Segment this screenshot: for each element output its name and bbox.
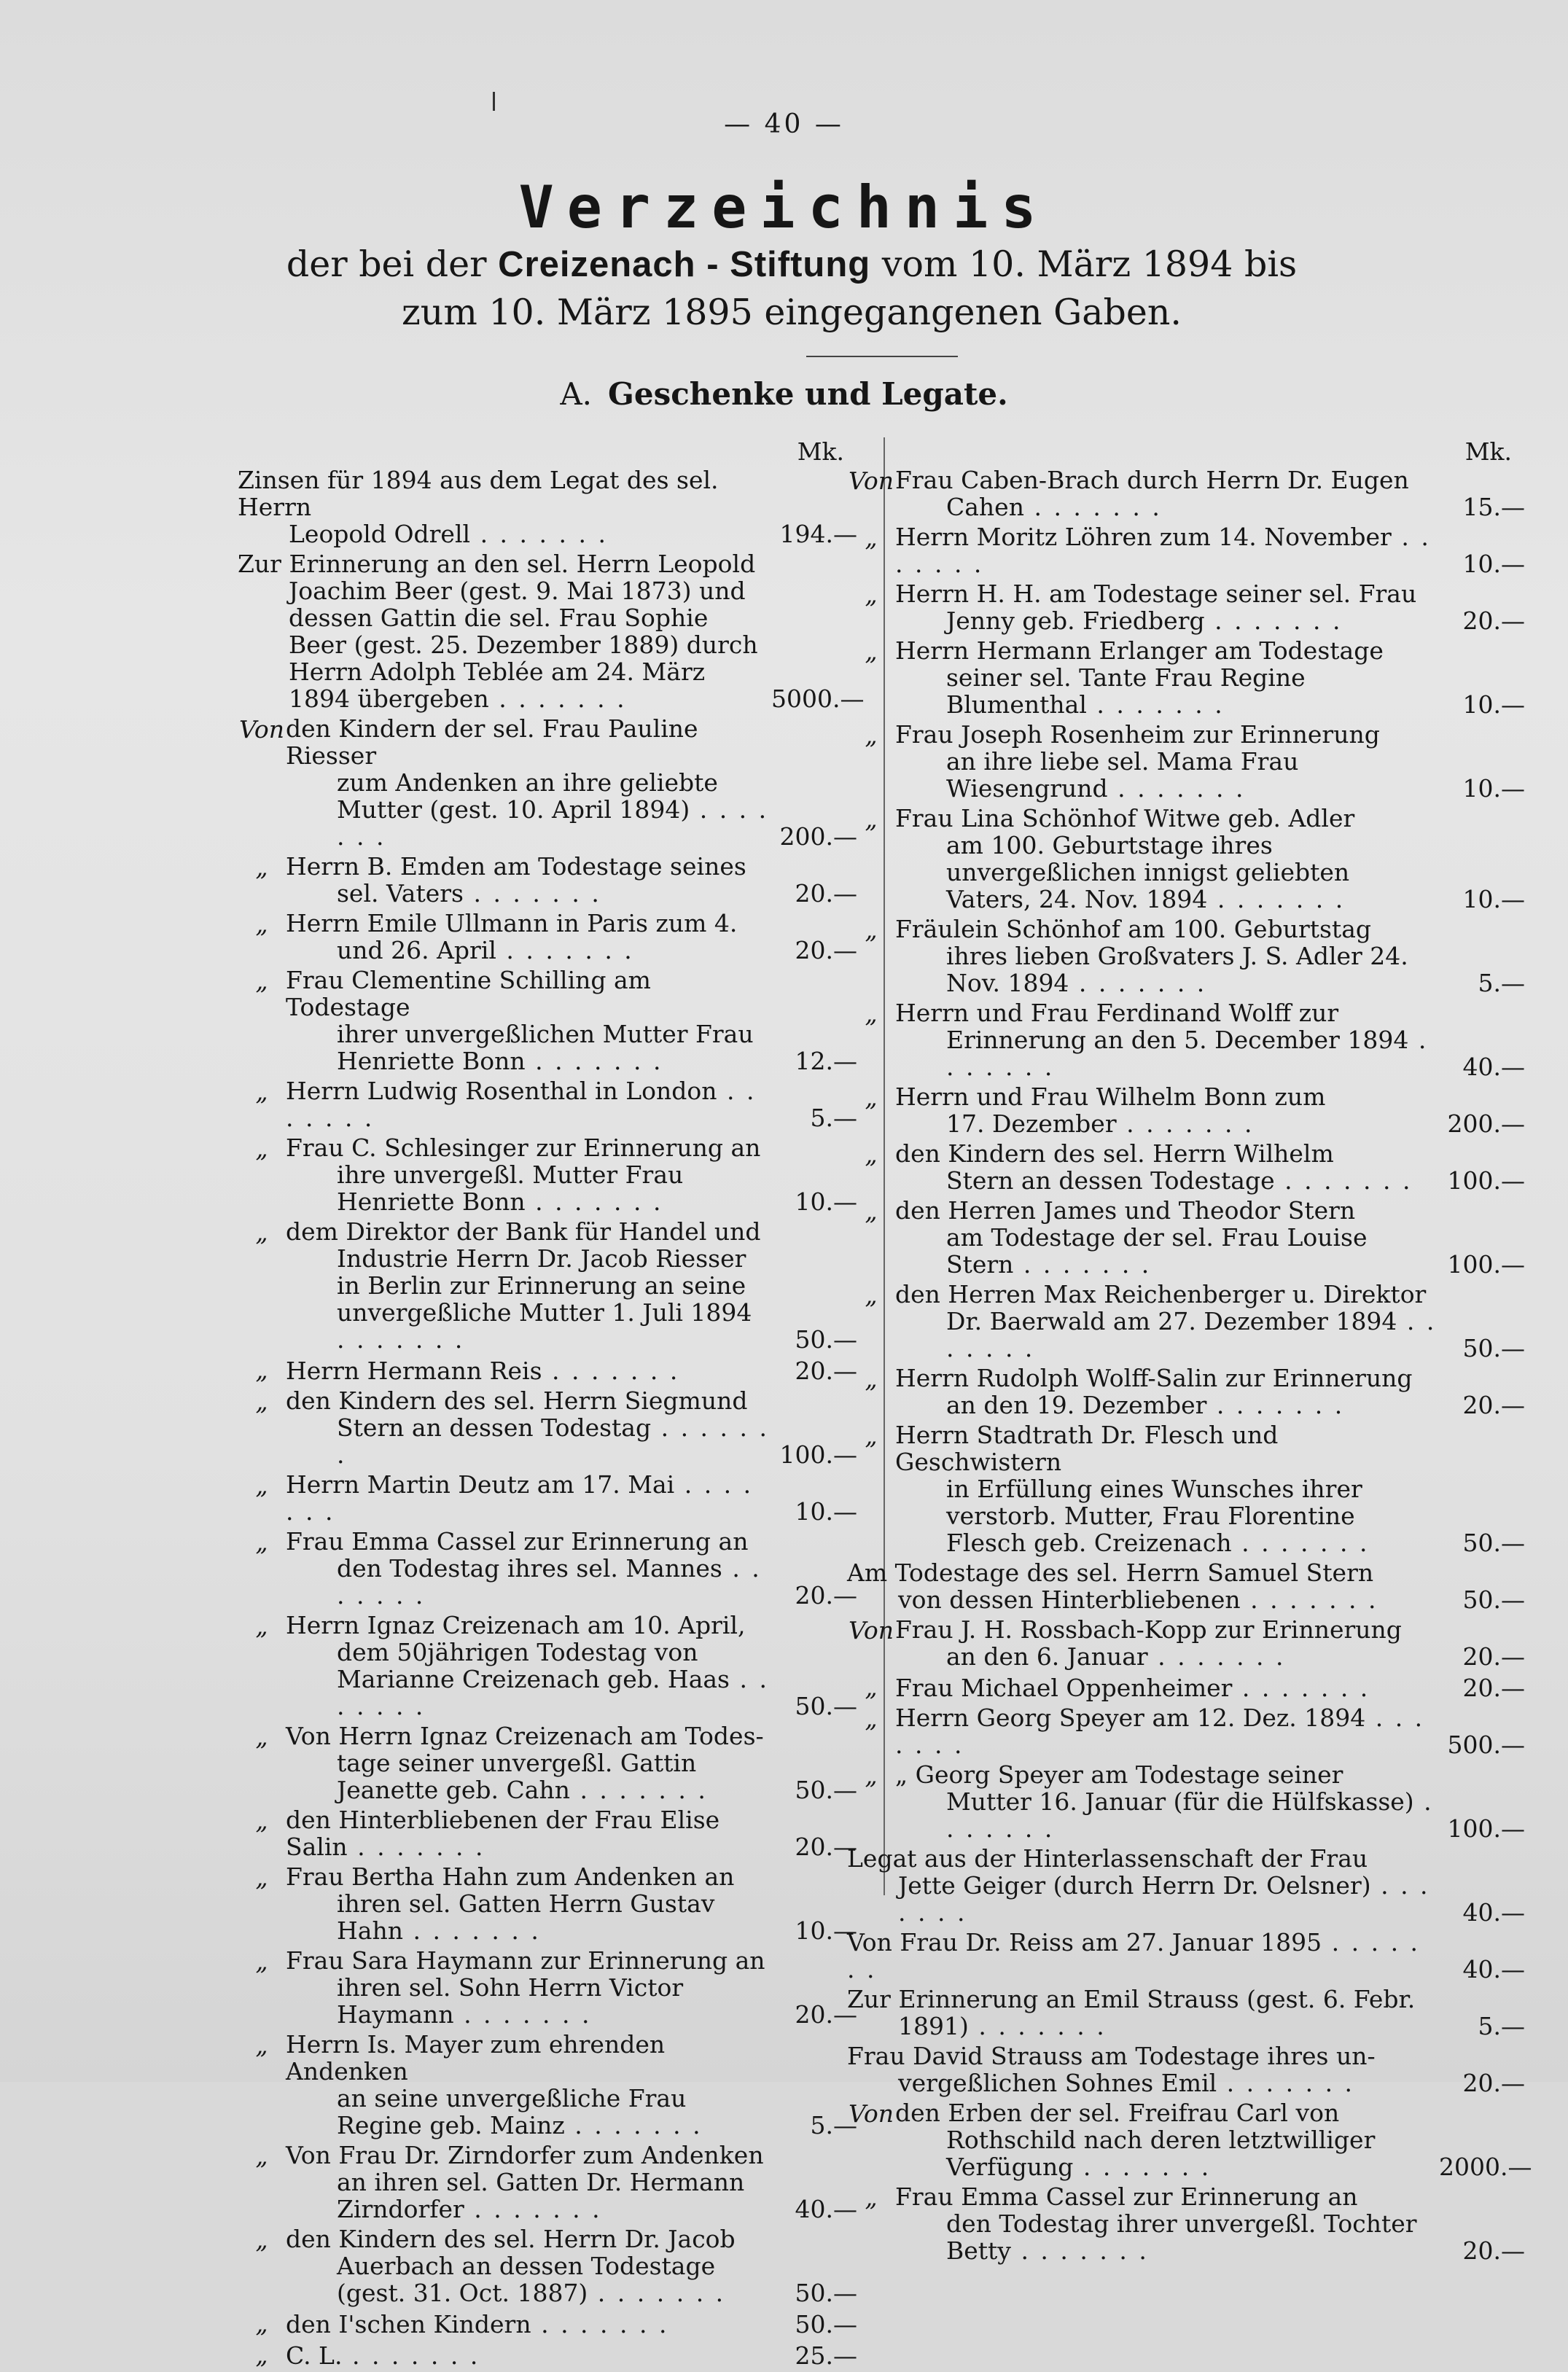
- section-prefix: A.: [560, 376, 592, 412]
- entry-amount: 40.—: [1462, 1053, 1525, 1081]
- entry-continuation: seiner sel. Tante Frau Regine Blumenthal . . .: [895, 664, 1439, 718]
- entry-first-line: den Herren James und Theodor Stern: [895, 1196, 1356, 1225]
- donation-entry: [847, 1421, 1525, 1556]
- entry-continuation: ihre unvergeßl. Mutter Frau Henriette Bonn . . .: [286, 1161, 771, 1215]
- entry-text: [895, 999, 1439, 1080]
- entry-first-line: Frau Bertha Hahn zum Andenken an: [286, 1862, 735, 1891]
- entry-first-line: den Erben der sel. Freifrau Carl von: [895, 2099, 1340, 2127]
- entry-amount: 40.—: [795, 2195, 857, 2223]
- entry-first-line: Herrn H. H. am Todestage seiner sel. Frau: [895, 580, 1417, 608]
- entry-lead: „: [255, 1863, 268, 1892]
- entry-text: [286, 1471, 771, 1525]
- entry-amount: 500.—: [1447, 1731, 1525, 1759]
- entry-lead: „: [865, 1365, 878, 1393]
- section-title: Geschenke und Legate.: [608, 376, 1008, 412]
- entry-lead: „: [255, 1947, 268, 1975]
- entry-first-line: den Hinterbliebenen der Frau Elise Salin . . .: [286, 1806, 719, 1861]
- entry-first-line: Herrn Hermann Reis . . .: [286, 1357, 679, 1385]
- entry-continuation: Leopold Odrell . . .: [238, 520, 771, 547]
- entry-amount: 20.—: [795, 2000, 857, 2029]
- entry-text: [895, 1761, 1439, 1842]
- entry-text: [895, 1704, 1439, 1758]
- entry-amount: 10.—: [1462, 550, 1525, 578]
- entry-amount: 40.—: [1462, 1955, 1525, 1983]
- entry-text: [895, 467, 1439, 520]
- entry-amount: 50.—: [1462, 1334, 1525, 1362]
- right-column: [847, 437, 1532, 2267]
- donation-entry: [847, 1197, 1525, 1278]
- entry-text: [286, 967, 771, 1074]
- entry-amount: 20.—: [795, 1581, 857, 1610]
- entry-amount: 20.—: [1462, 606, 1525, 635]
- entry-continuation: Stern an dessen Todestag . . .: [286, 1414, 771, 1468]
- entry-first-line: Frau Joseph Rosenheim zur Erinnerung: [895, 720, 1380, 749]
- entry-first-line: dem Direktor der Bank für Handel und: [286, 1217, 761, 1246]
- entry-first-line: Herrn Ignaz Creizenach am 10. April,: [286, 1611, 746, 1639]
- page-number: — 40 —: [724, 109, 844, 139]
- entry-text: [895, 721, 1439, 802]
- entry-first-line: Frau Michael Oppenheimer . . .: [895, 1674, 1370, 1702]
- entry-text: [286, 1612, 771, 1720]
- entry-continuation: ihres lieben Großvaters J. S. Adler 24. Nov. 1894 . . .: [895, 943, 1439, 996]
- entry-continuation: von dessen Hinterbliebenen . . .: [847, 1586, 1439, 1613]
- section-heading: [0, 376, 1568, 412]
- entry-amount: 50.—: [795, 1325, 857, 1354]
- entry-text: [286, 1077, 771, 1131]
- entry-amount: 100.—: [779, 1440, 857, 1469]
- entry-first-line: „ Georg Speyer am Todestage seiner: [895, 1760, 1343, 1789]
- entry-first-line: Zur Erinnerung an den sel. Herrn Leopold: [238, 550, 756, 578]
- entry-first-line: Von Herrn Ignaz Creizenach am Todes-: [286, 1722, 764, 1750]
- entry-lead: „: [255, 910, 268, 938]
- donation-entry: [847, 1281, 1525, 1362]
- entry-first-line: Herrn Hermann Erlanger am Todestage: [895, 636, 1384, 665]
- entry-first-line: C. L. . . .: [286, 2341, 480, 2370]
- entry-lead: „: [255, 1134, 268, 1163]
- entry-text: [895, 580, 1439, 634]
- entry-lead: „: [865, 2183, 878, 2212]
- donation-entry: [847, 580, 1525, 634]
- entry-text: [286, 1806, 771, 1860]
- entry-first-line: Legat aus der Hinterlassenschaft der Frau: [847, 1844, 1368, 1873]
- entry-amount: 20.—: [795, 879, 857, 908]
- entry-first-line: Frau Emma Cassel zur Erinnerung an: [286, 1527, 749, 1556]
- entry-text: [286, 853, 771, 907]
- entry-continuation: Auerbach an dessen Todestage (gest. 31. Oct. 1887) . . .: [286, 2252, 771, 2306]
- entry-lead: „: [255, 1218, 268, 1247]
- donation-entry: [238, 1387, 857, 1468]
- entry-lead: „: [865, 637, 878, 666]
- document-subtitle: [252, 241, 1331, 337]
- entry-text: [286, 715, 771, 850]
- entry-lead: „: [865, 523, 878, 552]
- title-divider: [806, 356, 958, 357]
- entry-amount: 20.—: [1462, 1674, 1525, 1702]
- entry-first-line: Von Frau Dr. Zirndorfer zum Andenken: [286, 2141, 764, 2169]
- subtitle-part2: vom 10. März 1894 bis zum 10. März 1895 eingegangenen Gaben.: [401, 243, 1298, 333]
- entry-lead: „: [865, 916, 878, 944]
- entry-first-line: Frau Sara Haymann zur Erinnerung an: [286, 1946, 765, 1975]
- document-title: Verzeichnis: [518, 173, 1050, 241]
- entry-first-line: Frau Caben-Brach durch Herrn Dr. Eugen: [895, 466, 1409, 494]
- entry-continuation: zum Andenken an ihre geliebte Mutter (gest. 10. April 1894) . . .: [286, 769, 771, 850]
- entry-first-line: den Kindern des sel. Herrn Wilhelm: [895, 1139, 1334, 1168]
- entry-amount: 10.—: [795, 1916, 857, 1945]
- entry-text: [238, 550, 771, 712]
- entry-continuation: Industrie Herrn Dr. Jacob Riesser in Berlin zur Erinnerung an seine unvergeßliche Mutter 1. Juli 1894 . . .: [286, 1245, 771, 1353]
- entry-continuation: am 100. Geburtstage ihres unvergeßlichen innigst geliebten Vaters, 24. Nov. 1894 . . .: [895, 832, 1439, 913]
- entry-continuation: 17. Dezember . . .: [895, 1110, 1439, 1137]
- entry-lead: „: [255, 2341, 268, 2369]
- entry-text: [895, 1140, 1439, 1194]
- entry-lead: „: [865, 580, 878, 609]
- donation-entry: [238, 2142, 857, 2223]
- entry-continuation: Erinnerung an den 5. December 1894 . . .: [895, 1026, 1439, 1080]
- currency-header-right: Mk.: [1464, 437, 1512, 466]
- entry-continuation: Jette Geiger (durch Herrn Dr. Oelsner) . . .: [847, 1872, 1439, 1926]
- donation-entry: [847, 1083, 1525, 1137]
- entry-amount: 50.—: [795, 1776, 857, 1804]
- donation-entry: [847, 1704, 1525, 1758]
- donation-entry: [847, 1986, 1525, 2040]
- entry-lead: „: [865, 1673, 878, 1701]
- entry-amount: 5.—: [810, 1104, 857, 1132]
- entry-text: [895, 1421, 1439, 1556]
- entry-first-line: Frau J. H. Rossbach-Kopp zur Erinnerung: [895, 1615, 1402, 1644]
- entry-lead: „: [865, 721, 878, 749]
- entry-text: [895, 2099, 1439, 2180]
- donation-entry: [847, 467, 1525, 520]
- entry-continuation: den Todestag ihrer unvergeßl. Tochter Betty . . .: [895, 2210, 1439, 2264]
- entry-text: [895, 637, 1439, 718]
- entry-text: [895, 1197, 1439, 1278]
- entry-amount: 50.—: [795, 1692, 857, 1720]
- entry-lead: „: [255, 967, 268, 995]
- entry-amount: 50.—: [1462, 1585, 1525, 1614]
- donation-entry: [847, 721, 1525, 802]
- entry-first-line: Frau Lina Schönhof Witwe geb. Adler: [895, 804, 1355, 832]
- entry-continuation: ihren sel. Gatten Herrn Gustav Hahn . . .: [286, 1890, 771, 1944]
- entry-continuation: an den 19. Dezember . . .: [895, 1392, 1439, 1419]
- entry-lead: Von: [849, 467, 894, 495]
- donation-entry: [238, 1723, 857, 1803]
- entry-continuation: an seine unvergeßliche Frau Regine geb. Mainz . . .: [286, 2085, 771, 2139]
- entry-lead: „: [255, 1723, 268, 1751]
- entry-continuation: ihrer unvergeßlichen Mutter Frau Henriette Bonn . . .: [286, 1021, 771, 1074]
- donation-entry: [847, 2183, 1525, 2264]
- entry-continuation: dem 50jährigen Todestag von Marianne Creizenach geb. Haas . . .: [286, 1639, 771, 1720]
- donation-entry: [847, 916, 1525, 996]
- entry-text: [286, 910, 771, 964]
- entry-lead: „: [865, 1083, 878, 1112]
- subtitle-part1: der bei der: [286, 243, 487, 285]
- entry-first-line: Herrn Martin Deutz am 17. Mai . . .: [286, 1470, 753, 1526]
- entry-text: [286, 2142, 771, 2223]
- entry-first-line: Von Frau Dr. Reiss am 27. Januar 1895 . . .: [847, 1928, 1420, 1983]
- entry-text: [847, 1929, 1439, 1983]
- entry-first-line: Herrn Rudolph Wolff-Salin zur Erinnerung: [895, 1364, 1413, 1392]
- donation-entry: [847, 1140, 1525, 1194]
- entry-amount: 10.—: [795, 1187, 857, 1216]
- entry-lead: „: [255, 1528, 268, 1556]
- entry-amount: 100.—: [1447, 1250, 1525, 1279]
- entry-amount: 40.—: [1462, 1898, 1525, 1927]
- donation-entry: [847, 637, 1525, 718]
- donation-entry: [847, 805, 1525, 913]
- donation-entry: [847, 2043, 1525, 2096]
- entry-lead: „: [865, 1704, 878, 1733]
- entry-first-line: Herrn B. Emden am Todestage seines: [286, 852, 746, 881]
- entry-text: [286, 2311, 771, 2338]
- entry-lead: „: [255, 2225, 268, 2254]
- entry-text: [847, 2043, 1439, 2096]
- donation-entry: [238, 1806, 857, 1860]
- entry-amount: 50.—: [1462, 1529, 1525, 1557]
- donation-entry: [238, 467, 857, 547]
- entry-text: [238, 467, 771, 547]
- margin-mark: [493, 92, 495, 111]
- donation-entry: [847, 1845, 1525, 1926]
- entry-continuation: ihren sel. Sohn Herrn Victor Haymann . . .: [286, 1974, 771, 2028]
- entry-lead: „: [865, 1197, 878, 1225]
- entry-first-line: Zinsen für 1894 aus dem Legat des sel. Herrn: [238, 466, 719, 521]
- entry-amount: 100.—: [1447, 1166, 1525, 1195]
- entry-continuation: in Erfüllung eines Wunsches ihrer verstorb. Mutter, Frau Florentine Flesch geb. Creizenach . . .: [895, 1475, 1439, 1556]
- entry-amount: 10.—: [1462, 774, 1525, 803]
- entry-continuation: sel. Vaters . . .: [286, 880, 771, 907]
- entry-text: [286, 1528, 771, 1609]
- currency-header-left: Mk.: [797, 437, 844, 466]
- entry-amount: 100.—: [1447, 1814, 1525, 1843]
- entry-amount: 12.—: [795, 1047, 857, 1075]
- entry-lead: „: [255, 2142, 268, 2170]
- donation-entry: [238, 2225, 857, 2306]
- entry-continuation: 1891) . . .: [847, 2013, 1439, 2040]
- entry-amount: 2000.—: [1439, 2153, 1532, 2181]
- entry-lead: „: [255, 1387, 268, 1416]
- entry-lead: „: [865, 1761, 878, 1790]
- entry-text: [286, 1863, 771, 1944]
- entry-amount: 200.—: [779, 822, 857, 851]
- foundation-name: Creizenach - Stiftung: [498, 245, 871, 284]
- donation-entry: [847, 1929, 1525, 1983]
- entry-text: [847, 1845, 1439, 1926]
- donation-entry: [238, 1134, 857, 1215]
- entry-lead: „: [865, 1421, 878, 1450]
- entry-continuation: Stern an dessen Todestage . . .: [895, 1167, 1439, 1194]
- entry-text: [286, 2225, 771, 2306]
- entry-text: [286, 1387, 771, 1468]
- entry-continuation: vergeßlichen Sohnes Emil . . .: [847, 2069, 1439, 2096]
- entry-text: [286, 1723, 771, 1803]
- entry-first-line: den Kindern des sel. Herrn Dr. Jacob: [286, 2225, 736, 2253]
- entry-first-line: Frau Emma Cassel zur Erinnerung an: [895, 2182, 1358, 2211]
- entry-first-line: Frau David Strauss am Todestage ihres un-: [847, 2042, 1376, 2070]
- entry-text: [895, 1616, 1439, 1670]
- entry-amount: 20.—: [1462, 2069, 1525, 2097]
- donation-entry: [238, 2341, 857, 2369]
- donation-entry: [238, 1863, 857, 1944]
- donation-entry: [238, 1218, 857, 1353]
- entry-lead: „: [865, 1281, 878, 1309]
- donation-entry: [238, 1528, 857, 1609]
- entry-continuation: Dr. Baerwald am 27. Dezember 1894 . . .: [895, 1308, 1439, 1362]
- entry-first-line: Herrn Moritz Löhren zum 14. November . . .: [895, 523, 1431, 578]
- entry-lead: Von: [239, 715, 284, 744]
- entry-text: [895, 1365, 1439, 1419]
- entry-lead: „: [255, 1471, 268, 1499]
- donation-entry: [847, 2099, 1532, 2181]
- entry-first-line: Herrn Stadtrath Dr. Flesch und Geschwistern: [895, 1421, 1279, 1476]
- entry-first-line: Fräulein Schönhof am 100. Geburtstag: [895, 915, 1371, 943]
- entry-first-line: den I'schen Kindern . . .: [286, 2310, 668, 2338]
- donation-entry: [238, 1612, 857, 1720]
- entry-continuation: Mutter 16. Januar (für die Hülfskasse) . . .: [895, 1788, 1439, 1842]
- donation-entry: [238, 2309, 857, 2338]
- entry-continuation: tage seiner unvergeßl. Gattin Jeanette geb. Cahn . . .: [286, 1749, 771, 1803]
- donation-entry: [847, 1365, 1525, 1419]
- entry-continuation: an ihren sel. Gatten Dr. Hermann Zirndorfer . . .: [286, 2169, 771, 2223]
- entry-amount: 200.—: [1447, 1109, 1525, 1138]
- entry-continuation: an ihre liebe sel. Mama Frau Wiesengrund . . .: [895, 748, 1439, 802]
- entry-lead: „: [255, 853, 268, 881]
- entry-amount: 20.—: [1462, 1391, 1525, 1419]
- entry-lead: Von: [849, 1616, 894, 1645]
- entry-first-line: den Kindern der sel. Frau Pauline Riesser: [286, 714, 698, 770]
- entry-lead: „: [865, 999, 878, 1028]
- donation-entry: [847, 1673, 1525, 1701]
- entry-text: [895, 916, 1439, 996]
- entry-first-line: Am Todestage des sel. Herrn Samuel Stern: [847, 1558, 1374, 1587]
- entry-amount: 10.—: [1462, 690, 1525, 719]
- entry-lead: „: [255, 2031, 268, 2059]
- entry-text: [895, 805, 1439, 913]
- entry-continuation: Jenny geb. Friedberg . . .: [895, 607, 1439, 634]
- donation-entry: [847, 1559, 1525, 1613]
- entry-continuation: Cahen . . .: [895, 493, 1439, 520]
- entry-continuation: und 26. April . . .: [286, 937, 771, 964]
- entry-lead: „: [865, 1140, 878, 1169]
- entry-text: [895, 2183, 1439, 2264]
- entry-text: [286, 1134, 771, 1215]
- donation-entry: [238, 1077, 857, 1131]
- donation-entry: [238, 715, 857, 850]
- entry-text: [847, 1559, 1439, 1613]
- entry-lead: „: [255, 1806, 268, 1835]
- entry-amount: 10.—: [795, 1497, 857, 1526]
- entry-lead: „: [255, 1077, 268, 1106]
- entry-first-line: Herrn Ludwig Rosenthal in London . . .: [286, 1077, 757, 1132]
- entry-first-line: Frau Clementine Schilling am Todestage: [286, 966, 651, 1021]
- entry-first-line: Zur Erinnerung an Emil Strauss (gest. 6. Febr.: [847, 1985, 1416, 2013]
- entry-first-line: Herrn Emile Ullmann in Paris zum 4.: [286, 909, 738, 937]
- donation-entry: [238, 1947, 857, 2028]
- donation-entry: [238, 967, 857, 1074]
- donation-entry: [238, 853, 857, 907]
- entry-lead: „: [255, 1612, 268, 1640]
- entry-text: [895, 523, 1439, 577]
- entry-first-line: Herrn Is. Mayer zum ehrenden Andenken: [286, 2030, 666, 2086]
- entry-text: [286, 1947, 771, 2028]
- entry-continuation: Joachim Beer (gest. 9. Mai 1873) und dessen Gattin die sel. Frau Sophie Beer (gest. 25. Dezember 1889) durch Herrn Adolph Teblée am 24. März 1894 übergeben . . .: [238, 577, 771, 712]
- entry-first-line: Herrn und Frau Wilhelm Bonn zum: [895, 1082, 1326, 1111]
- entry-amount: 5.—: [810, 2111, 857, 2139]
- entry-lead: Von: [849, 2099, 894, 2128]
- entry-amount: 5000.—: [771, 684, 865, 713]
- entry-amount: 194.—: [779, 520, 857, 548]
- entry-amount: 20.—: [795, 1833, 857, 1861]
- entry-continuation: Rothschild nach deren letztwilliger Verfügung . . .: [895, 2126, 1439, 2180]
- entry-text: [286, 2342, 771, 2369]
- donation-entry: [847, 1616, 1525, 1670]
- entry-amount: 20.—: [1462, 2236, 1525, 2265]
- entry-first-line: den Kindern des sel. Herrn Siegmund: [286, 1386, 748, 1415]
- entry-text: [847, 1986, 1439, 2040]
- entry-amount: 20.—: [795, 1357, 857, 1385]
- entry-amount: 20.—: [795, 936, 857, 964]
- entry-text: [286, 2031, 771, 2139]
- donation-entry: [847, 523, 1525, 577]
- entry-text: [895, 1083, 1439, 1137]
- entry-amount: 50.—: [795, 2279, 857, 2307]
- entry-amount: 50.—: [795, 2310, 857, 2338]
- donation-entry: [238, 2031, 857, 2139]
- entry-first-line: den Herren Max Reichenberger u. Direktor: [895, 1280, 1427, 1308]
- entry-text: [895, 1674, 1439, 1701]
- entry-amount: 20.—: [1462, 1642, 1525, 1671]
- entry-first-line: Herrn Georg Speyer am 12. Dez. 1894 . . .: [895, 1704, 1424, 1759]
- entry-amount: 25.—: [795, 2341, 857, 2370]
- donation-entry: [238, 1471, 857, 1525]
- entry-amount: 10.—: [1462, 885, 1525, 913]
- entry-text: [286, 1357, 771, 1384]
- entry-first-line: Frau C. Schlesinger zur Erinnerung an: [286, 1134, 761, 1162]
- donation-entry: [238, 550, 865, 713]
- donation-entry: [847, 999, 1525, 1080]
- entry-lead: „: [865, 805, 878, 833]
- entry-text: [895, 1281, 1439, 1362]
- donation-entry: [238, 910, 857, 964]
- entry-lead: „: [255, 2309, 268, 2338]
- entry-text: [286, 1218, 771, 1353]
- entry-continuation: am Todestage der sel. Frau Louise Stern . . .: [895, 1224, 1439, 1278]
- entry-continuation: an den 6. Januar . . .: [895, 1643, 1439, 1670]
- donation-entry: [238, 1356, 857, 1384]
- entry-continuation: den Todestag ihres sel. Mannes . . .: [286, 1555, 771, 1609]
- entry-lead: „: [255, 1356, 268, 1384]
- entry-amount: 15.—: [1462, 493, 1525, 521]
- entry-first-line: Herrn und Frau Ferdinand Wolff zur: [895, 999, 1339, 1027]
- entry-amount: 5.—: [1478, 969, 1525, 997]
- entry-amount: 5.—: [1478, 2012, 1525, 2040]
- donation-entry: [847, 1761, 1525, 1842]
